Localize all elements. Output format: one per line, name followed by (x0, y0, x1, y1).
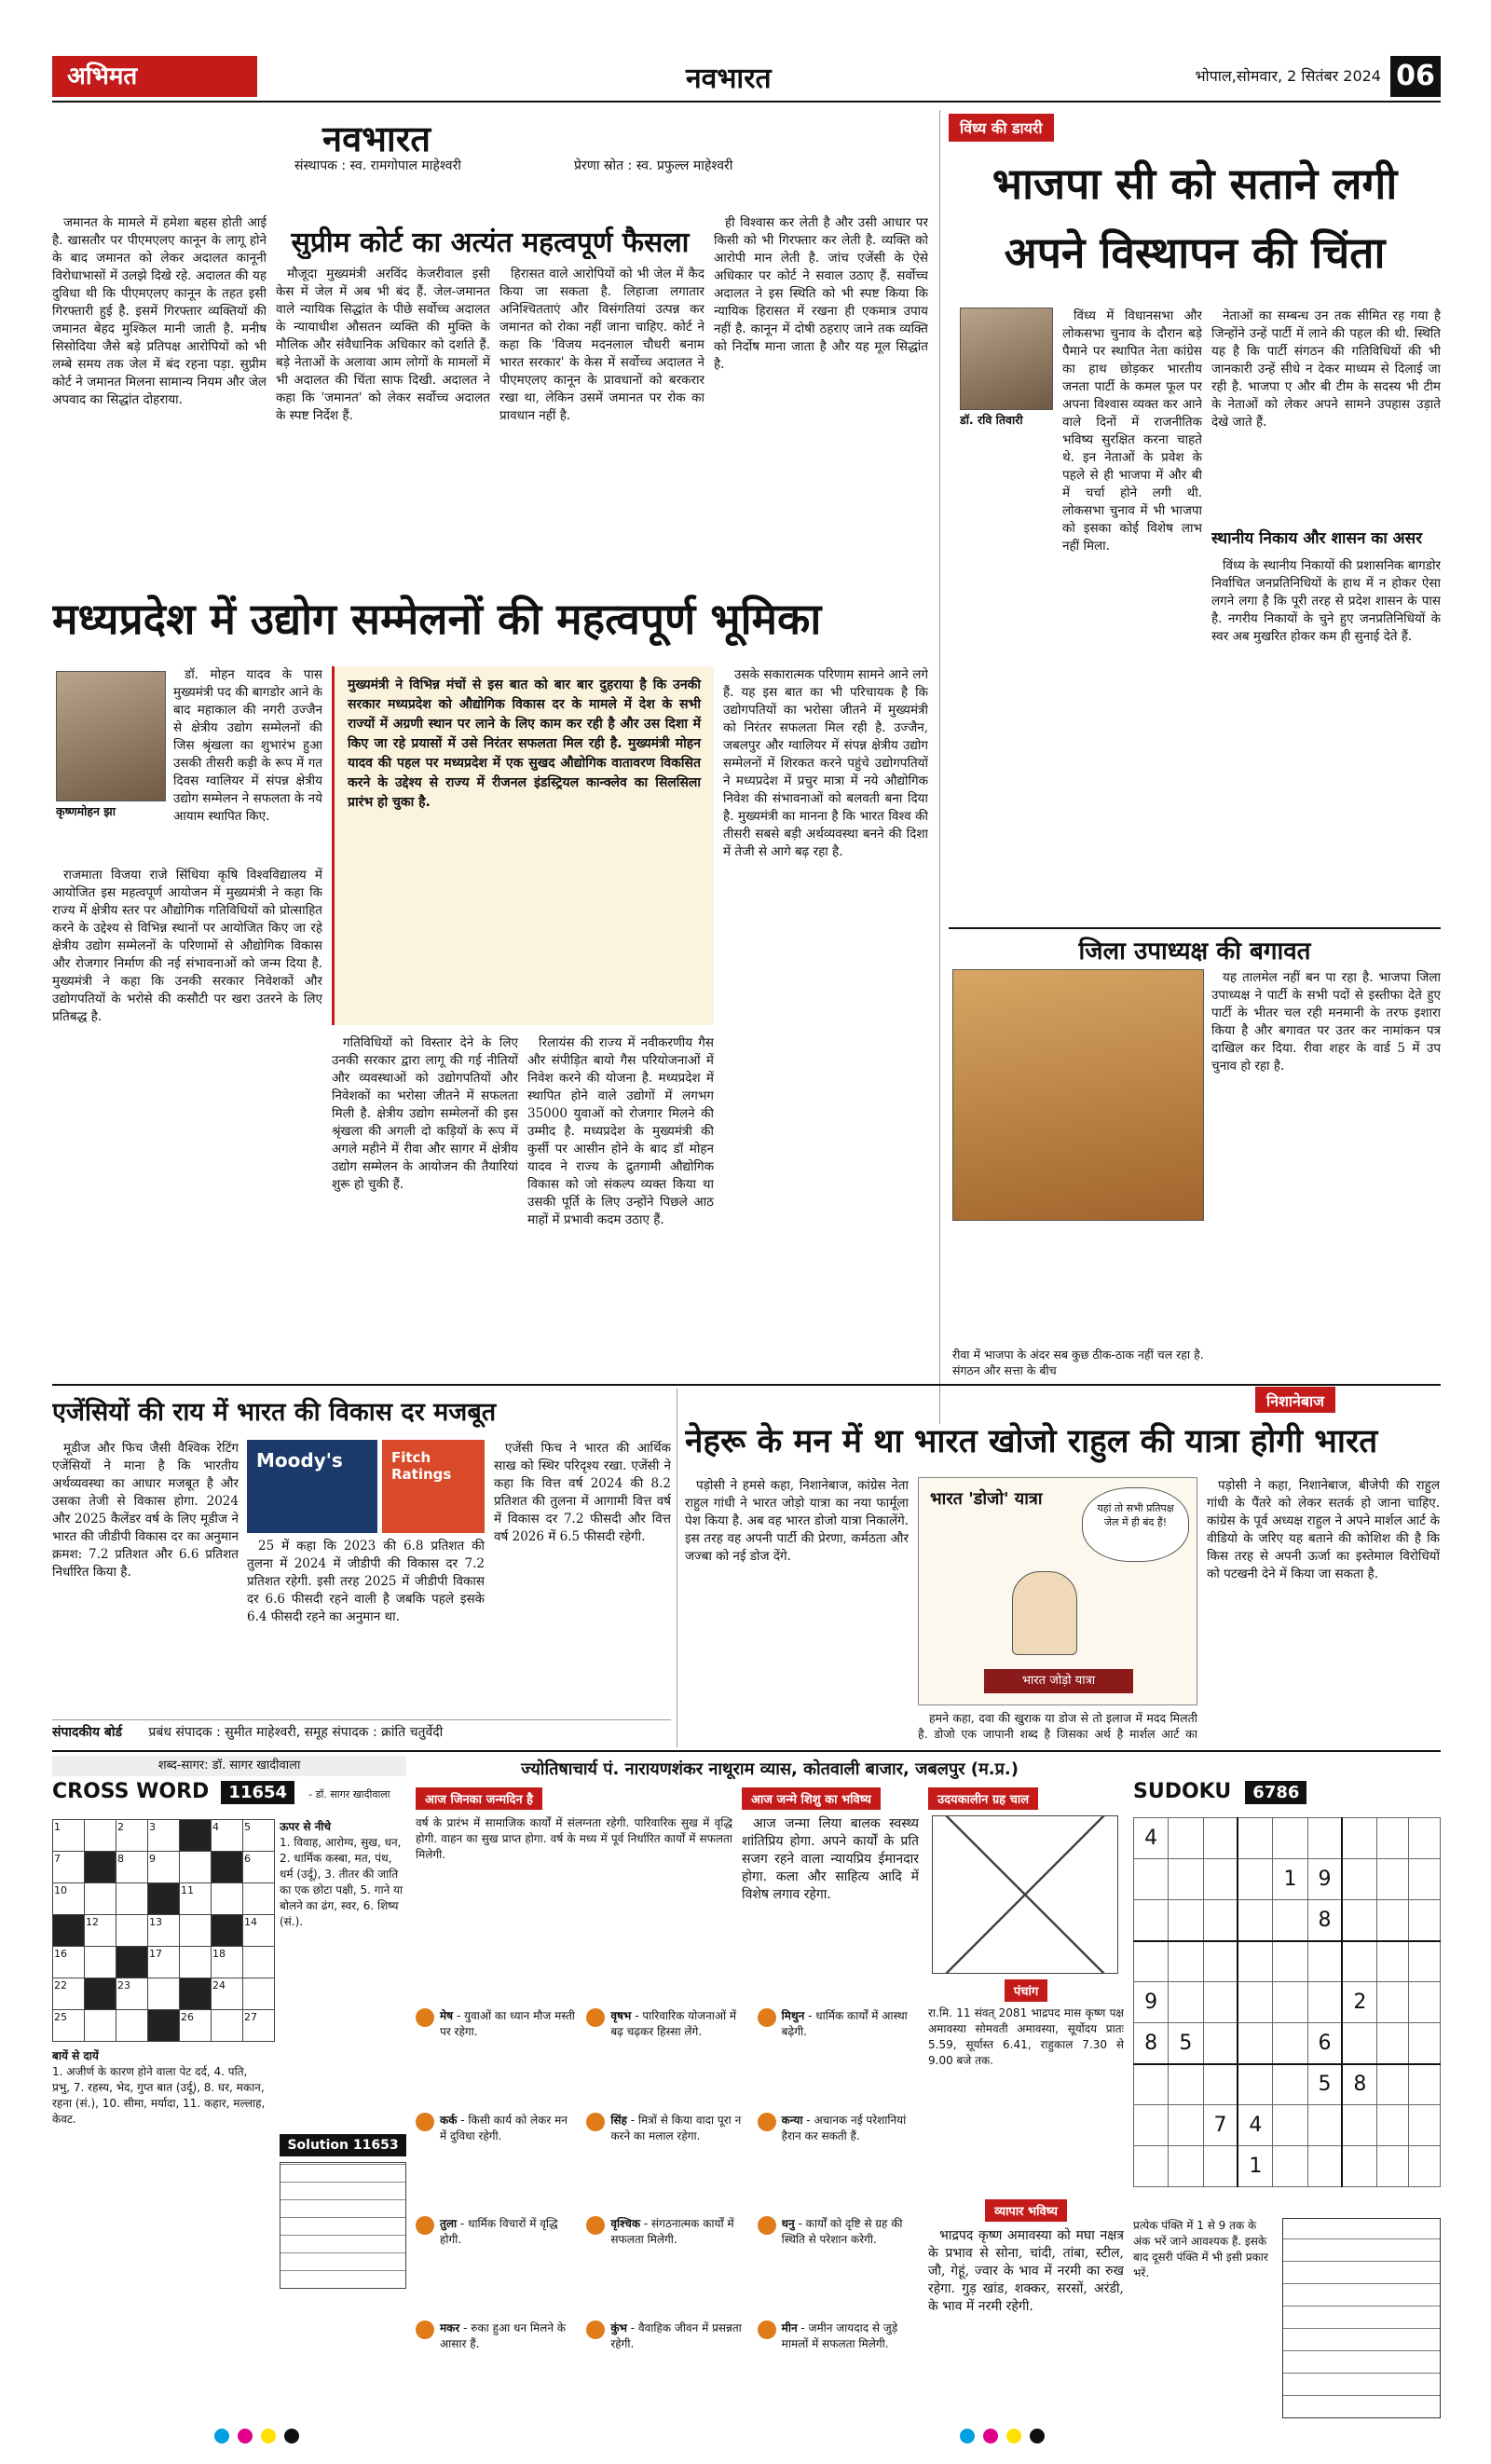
puzzle-rule (52, 1750, 1441, 1752)
sudoku-solution-grid (1282, 2218, 1441, 2418)
sudoku-title: SUDOKU (1133, 1780, 1232, 1803)
zodiac-text: मेष - युवाओं का ध्यान मौज मस्ती पर रहेगा. (440, 2009, 575, 2038)
cartoon (918, 1477, 1197, 1705)
cartoon-title: भारत 'डोजो' यात्रा (930, 1489, 1043, 1509)
section-tab: अभिमत (52, 56, 257, 97)
zodiac-icon (586, 2113, 605, 2131)
birthday-tag-wrap (416, 1787, 732, 1810)
sudoku-cell[interactable]: 8 (1307, 1900, 1342, 1941)
yellow-mark-2 (1006, 2429, 1021, 2443)
black-mark-2 (1030, 2429, 1045, 2443)
sudoku-cell[interactable] (1169, 1900, 1203, 1941)
sudoku-cell[interactable] (1342, 2105, 1376, 2146)
zodiac-name: मकर (440, 2320, 460, 2334)
zodiac-prediction: किसी कार्य को लेकर मन में दुविधा रहेगी. (440, 2113, 568, 2142)
sudoku-cell[interactable] (1377, 1900, 1409, 1941)
planet-tag-wrap (928, 1787, 1124, 1810)
cyan-mark (214, 2429, 229, 2443)
sudoku-cell[interactable] (1409, 2023, 1441, 2064)
sudoku-cell[interactable] (1307, 2146, 1342, 2187)
sudoku-cell[interactable] (1134, 1900, 1169, 1941)
zodiac-sign (586, 2008, 747, 2101)
zodiac-prediction: मित्रों से किया वादा पूरा न करने का मलाल रहेगा. (610, 2113, 742, 2142)
lead-headline: मध्यप्रदेश में उद्योग सम्मेलनों की महत्वपूर्ण भूमिका (52, 594, 822, 644)
sudoku-cell[interactable] (1273, 2146, 1307, 2187)
sudoku-cell[interactable]: 9 (1307, 1859, 1342, 1900)
column-divider (939, 110, 940, 1424)
sudoku-cell[interactable] (1273, 1982, 1307, 2023)
zodiac-name: मिथुन (781, 2009, 805, 2022)
lead-col-2-text: गतिविधियों को विस्तार देने के लिए उनकी सरकार द्वारा लागू की गई नीतियों और व्यवस्थाओं को उद्योगपतियों और निवेशकों का भरोसा जीतने में सफलता मिली है. क्षेत्रीय उद्योग सम्मेलनों की इस श्रृंखला की अगली दो कड़ियों के रूप में अगले महीने में रीवा और सागर में क्षेत्रीय उद्योग सम्मेलन के आयोजन की तैयारियां शुरू हो चुकी हैं. (332, 1035, 518, 1192)
issue-date: भोपाल,सोमवार, 2 सितंबर 2024 (1195, 67, 1381, 85)
sudoku-cell[interactable] (1409, 2105, 1441, 2146)
founder-line: संस्थापक : स्व. रामगोपाल माहेश्वरी (294, 158, 461, 173)
zodiac-name: मेष (440, 2009, 454, 2022)
sudoku-cell[interactable] (1169, 2105, 1203, 2146)
sudoku-cell[interactable] (1273, 2064, 1307, 2105)
zodiac-icon (416, 2008, 434, 2027)
editorial-col-1 (52, 214, 267, 568)
sudoku-cell[interactable] (1134, 2064, 1169, 2105)
child-text (742, 1815, 919, 2002)
solution-grid (280, 2162, 406, 2289)
sudoku-cell[interactable] (1169, 1941, 1203, 1982)
sudoku-cell[interactable] (1342, 2023, 1376, 2064)
sudoku-cell[interactable]: 4 (1134, 1818, 1169, 1859)
sudoku-cell[interactable]: 8 (1342, 2064, 1376, 2105)
lead-col-4-text: उसके सकारात्मक परिणाम सामने आने लगे हैं. यह इस बात का भी परिचायक है कि उद्योगपतियों का भरोसा जीतने में मुख्यमंत्री को निरंतर सफलता मिल रही है. उज्जैन, जबलपुर और ग्वालियर में संपन्न क्षेत्रीय उद्योग सम्मेलनों में शिरकत करने पहुंचे उद्योगपतियों ने मध्यप्रदेश में प्रचुर मात्रा में नये औद्योगिक निवेश की संभावनाओं को बलवती बना दिया है. मुख्यमंत्री का मानना है कि भारत विश्व की तीसरी सबसे बड़ी अर्थव्यवस्था बनने की दिशा में तेजी से आगे बढ़ रहा है. (723, 667, 928, 859)
zodiac-name: मीन (781, 2320, 798, 2334)
child-title: आज जन्मे शिशु का भविष्य (742, 1787, 881, 1810)
sudoku-cell[interactable] (1203, 2023, 1238, 2064)
across-text: 1. अजीर्ण के कारण होने वाला पेट दर्द, 4. पति, प्रभु, 7. रहस्य, भेद, गुप्त बात (उर्दू), 8. घर, मकान, रहना (सं.), 10. सीमा, मर्यादा, 11. कहार, मल्लाह, केवट. (52, 2065, 266, 2126)
birthday-title: आज जिनका जन्मदिन है (416, 1787, 542, 1810)
author-name: कृष्णमोहन झा (56, 804, 116, 818)
yellow-mark (261, 2429, 276, 2443)
newspaper-logo: नवभारत (322, 118, 431, 159)
growth-text-1 (52, 1440, 239, 1715)
planet-chart (932, 1815, 1118, 1974)
sudoku-cell[interactable] (1307, 2105, 1342, 2146)
right-text-2-para: नेताओं का सम्बन्ध उन तक सीमित रह गया है जिन्होंने उन्हें पार्टी में लाने की पहल की थी. स्थिति यह है कि पार्टी संगठन की गतिविधियों की भी जानकारी उन्हें सीधे न देकर माध्यम से दिलाई जा रही है. भाजपा ए और बी टीम के सदस्य भी टीम के नेताओं को लेकर अपने सामने उपहास उड़ाते देखे जाते हैं. (1211, 308, 1441, 430)
sudoku-grid[interactable] (1133, 1817, 1441, 2209)
zodiac-icon (758, 2320, 776, 2339)
author-photo (56, 671, 166, 801)
zodiac-text: वृश्चिक - संगठनात्मक कार्यों में सफलता मिलेगी. (610, 2217, 734, 2246)
right-subhead-2: जिला उपाध्यक्ष की बगावत (949, 927, 1441, 965)
zodiac-text: कन्या - अचानक नई परेशानियां हैरान कर सकती हैं. (781, 2113, 907, 2142)
sudoku-cell[interactable]: 2 (1342, 1982, 1376, 2023)
sudoku-cell[interactable] (1238, 1859, 1272, 1900)
nishanebaz-text-1-para: पड़ोसी ने हमसे कहा, निशानेबाज, कांग्रेस नेता राहुल गांधी ने भारत जोड़ो यात्रा का नया फार्मूला पेश किया है. अब वह भारत डोजो यात्रा निकालेंगे. इस तरह वह अपनी पार्टी की प्रेरणा, कर्मठता और जज्बा को नई डोज देंगे. (685, 1478, 909, 1564)
zodiac-text: कुंभ - वैवाहिक जीवन में प्रसन्नता रहेगी. (610, 2320, 742, 2350)
zodiac-prediction: संगठनात्मक कार्यों में सफलता मिलेगी. (610, 2217, 734, 2246)
sudoku-cell[interactable]: 6 (1307, 2023, 1342, 2064)
zodiac-text: तुला - धार्मिक विचारों में वृद्धि होगी. (440, 2217, 558, 2246)
zodiac-sign (416, 2008, 577, 2101)
sudoku-cell[interactable] (1238, 1900, 1272, 1941)
sudoku-cell[interactable] (1169, 2146, 1203, 2187)
brand-name: नवभारत (686, 62, 772, 95)
inspiration-line: प्रेरणा स्रोत : स्व. प्रफुल्ल माहेश्वरी (574, 158, 733, 173)
zodiac-icon (586, 2008, 605, 2027)
sudoku-cell[interactable] (1409, 1900, 1441, 1941)
zodiac-sign (758, 2320, 919, 2414)
sudoku-cell[interactable] (1377, 1859, 1409, 1900)
cartoon-figure (1012, 1571, 1077, 1655)
columnist-name: डॉ. रवि तिवारी (960, 413, 1023, 427)
zodiac-text: मिथुन - धार्मिक कार्यों में आस्था बढ़ेगी. (781, 2009, 908, 2038)
zodiac-prediction: वैवाहिक जीवन में प्रसन्नता रहेगी. (610, 2320, 742, 2350)
sudoku-cell[interactable] (1342, 1818, 1376, 1859)
solution-label: Solution 11653 (280, 2134, 406, 2156)
trade-text-para: भाद्रपद कृष्ण अमावस्या को मघा नक्षत्र के प्रभाव से सोना, चांदी, तांबा, स्टील, जौ, गेहूं, ज्वार के भाव में नरमी का रुख रहेगा. गुड़ खांड, शक्कर, सरसों, अरंडी, के भाव में नरमी रहेगी. (928, 2228, 1124, 2314)
zodiac-prediction: अचानक नई परेशानियां हैरान कर सकती हैं. (781, 2113, 907, 2142)
growth-text-2-para: 25 में कहा कि 2023 की 6.8 प्रतिशत की तुलना में 2024 में जीडीपी की विकास दर 7.2 प्रतिशत रहेगी. इसी तरह 2025 में जीडीपी विकास दर 6.6 फीसदी रहने वाली है जबकि पहले इसके 6.4 फीसदी रहने का अनुमान था. (247, 1539, 485, 1624)
lead-col-4 (723, 666, 928, 1375)
sudoku-cell[interactable] (1238, 2023, 1272, 2064)
sudoku-cell[interactable] (1238, 1818, 1272, 1859)
sudoku-cell[interactable] (1203, 2064, 1238, 2105)
panchang-text: रा.मि. 11 संवत् 2081 भाद्रपद मास कृष्ण पक्ष अमावस्या सोमवती अमावस्या, सूर्योदय प्रातः 5.59, सूर्यास्त 6.41, राहुकाल 7.30 से 9.00 बजे तक. (928, 2006, 1124, 2067)
lead-col-3 (527, 1034, 714, 1375)
zodiac-name: तुला (440, 2217, 458, 2230)
sudoku-cell[interactable] (1169, 2064, 1203, 2105)
nishanebaz-headline: नेहरू के मन में था भारत खोजो राहुल की यात्रा होगी भारत (685, 1423, 1378, 1460)
down-clues (280, 1819, 406, 2127)
lead-intro (173, 666, 322, 862)
right-headline: भाजपा सी को सताने लगी अपने विस्थापन की चिंता (992, 158, 1398, 278)
sudoku-cell[interactable] (1409, 1818, 1441, 1859)
sudoku-cell[interactable]: 1 (1273, 1859, 1307, 1900)
zodiac-sign (586, 2320, 747, 2414)
astro-banner: ज्योतिषाचार्य पं. नारायणशंकर नाथूराम व्यास, कोतवाली बाजार, जबलपुर (म.प्र.) (521, 1759, 1019, 1779)
leader-caption: रीवा में भाजपा के अंदर सब कुछ ठीक-ठाक नहीं चल रहा है. संगठन और सत्ता के बीच (952, 1348, 1204, 1377)
zodiac-prediction: कार्यों को दृष्टि से ग्रह की स्थिति से परेशान करेगी. (781, 2217, 903, 2246)
crossword-number: 11654 (221, 1781, 294, 1804)
sudoku-cell[interactable]: 5 (1169, 2023, 1203, 2064)
sudoku-cell[interactable]: 1 (1238, 2146, 1272, 2187)
zodiac-icon (416, 2113, 434, 2131)
zodiac-icon (758, 2113, 776, 2131)
zodiac-prediction: जमीन जायदाद से जुड़े मामलों में सफलता मिलेगी. (781, 2320, 898, 2350)
magenta-mark-2 (983, 2429, 998, 2443)
sudoku-cell[interactable]: 8 (1134, 2023, 1169, 2064)
right-text-4 (1211, 969, 1441, 1379)
sudoku-cell[interactable] (1409, 2064, 1441, 2105)
sudoku-cell[interactable] (1203, 1818, 1238, 1859)
sudoku-cell[interactable] (1238, 1982, 1272, 2023)
columnist-photo (960, 308, 1053, 410)
zodiac-text: मकर - रुका हुआ धन मिलने के आसार हैं. (440, 2320, 567, 2350)
sudoku-header (1133, 1780, 1441, 1814)
sudoku-cell[interactable]: 5 (1307, 2064, 1342, 2105)
zodiac-sign (416, 2113, 577, 2206)
sudoku-cell[interactable] (1377, 2105, 1409, 2146)
editorial-col-2 (276, 266, 490, 568)
sudoku-cell[interactable] (1409, 1982, 1441, 2023)
editorial-col-3 (499, 266, 704, 568)
nishanebaz-text-3-para: पड़ोसी ने कहा, निशानेबाज, बीजेपी की राहुल गांधी के पैंतरे को लेकर सतर्क हो जाना चाहिए. कांग्रेस के पूर्व अध्यक्ष राहुल ने अपने मार्शल आर्ट के वीडियो के जरिए यह बताने की कोशिश की है कि किस तरह से अपनी ऊर्जा का इस्तेमाल विरोधियों को पटखनी देने में किया जा सकता है. (1207, 1478, 1440, 1581)
sudoku-number: 6786 (1245, 1781, 1306, 1804)
zodiac-name: कर्क (440, 2113, 458, 2127)
sudoku-cell[interactable] (1238, 2064, 1272, 2105)
sudoku-cell[interactable] (1273, 1900, 1307, 1941)
zodiac-icon (758, 2216, 776, 2235)
fitch-logo (382, 1440, 485, 1533)
across-clues (52, 2048, 267, 2421)
planet-title: उदयकालीन ग्रह चाल (928, 1787, 1038, 1810)
right-text-1-para: विंध्य में विधानसभा और लोकसभा चुनाव के दौरान बड़े पैमाने पर स्थापित नेता कांग्रेस का हाथ छोड़कर भारतीय जनता पार्टी के कमल फूल पर अपना विश्वास व्यक्त कर आने वाले दिनों में राजनीतिक भविष्य सुरक्षित करना चाहते थे. इन नेताओं के प्रवेश के पहले से ही भाजपा में और बी में चर्चा होने लगी थी. लोकसभा चुनाव में भी भाजपा को इसका कोई विशेष लाभ नहीं मिला. (1062, 308, 1202, 554)
sudoku-cell[interactable] (1377, 2023, 1409, 2064)
zodiac-prediction: धार्मिक कार्यों में आस्था बढ़ेगी. (781, 2009, 908, 2038)
nishanebaz-tag: निशानेबाज (1255, 1387, 1335, 1413)
sudoku-cell[interactable] (1342, 2146, 1376, 2187)
sudoku-cell[interactable] (1273, 1941, 1307, 1982)
moodys-logo (247, 1440, 377, 1533)
sudoku-cell[interactable] (1409, 1859, 1441, 1900)
sudoku-cell[interactable] (1134, 2146, 1169, 2187)
fitch-logo-text: Fitch Ratings (391, 1449, 452, 1483)
sudoku-cell[interactable] (1169, 1859, 1203, 1900)
zodiac-icon (586, 2320, 605, 2339)
across-title: बायें से दायें (52, 2049, 99, 2062)
zodiac-prediction: युवाओं का ध्यान मौज मस्ती पर रहेगा. (440, 2009, 575, 2038)
growth-text-3 (494, 1440, 671, 1715)
lead-col-1 (52, 867, 322, 1375)
sudoku-cell[interactable] (1409, 1941, 1441, 1982)
right-subhead: स्थानीय निकाय और शासन का असर (1211, 529, 1423, 548)
sudoku-cell[interactable] (1377, 1818, 1409, 1859)
child-tag-wrap (742, 1787, 919, 1810)
crossword-header (52, 1780, 406, 1817)
sudoku-cell[interactable] (1273, 2105, 1307, 2146)
zodiac-text: धनु - कार्यों को दृष्टि से ग्रह की स्थिति से परेशान करेगी. (781, 2217, 903, 2246)
nishanebaz-tag-wrap (1156, 1387, 1435, 1413)
lead-pull-quote: मुख्यमंत्री ने विभिन्न मंचों से इस बात को बार बार दुहराया है कि उनकी सरकार मध्यप्रदेश को औद्योगिक विकास दर के मामले में देश के सभी राज्यों में अग्रणी स्थान पर लाने के लिए काम कर रही है और उस दिशा में किए जा रहे प्रयासों में उसे निरंतर सफलता मिल रही है. मुख्यमंत्री मोहन यादव की पहल पर मध्यप्रदेश में एक सुखद औद्योगिक वातावरण विकसित करने के उद्देश्य से राज्य में रीजनल इंडस्ट्रियल कान्क्लेव का सिलसिला प्रारंभ हो चुका है. (332, 666, 714, 1025)
zodiac-sign (416, 2216, 577, 2309)
moodys-logo-text: Moody's (256, 1449, 343, 1472)
crossword-table[interactable]: 1 2 3 4 5 7 8 9 6 10 11 12 13 14 16 17 18 22 23 24 25 26 27 (52, 1819, 275, 2042)
zodiac-icon (416, 2216, 434, 2235)
lead-col-1-text: राजमाता विजया राजे सिंधिया कृषि विश्वविद्यालय में आयोजित इस महत्वपूर्ण आयोजन में मुख्यमंत्री ने कहा कि राज्य में क्षेत्रीय स्तर पर औद्योगिक गतिविधियों को प्रोत्साहित करने के उद्देश्य से विभिन्न स्थानों पर आयोजित किए जा रहे क्षेत्रीय उद्योग सम्मेलनों के परिणामों से औद्योगिक विकास और रोजगार निर्माण की नई संभावनाओं को जन्म दिया है. मुख्यमंत्री ने कहा कि उनकी सरकार निवेशकों और उद्योगपतियों के भरोसे की कसौटी पर खरा उतरने के लिए प्रतिबद्ध है. (52, 868, 322, 1024)
down-title: ऊपर से नीचे (280, 1820, 331, 1833)
leader-photo (952, 969, 1204, 1221)
sudoku-cell[interactable]: 7 (1203, 2105, 1238, 2146)
page-number: 06 (1390, 56, 1441, 97)
zodiac-sign (586, 2113, 747, 2206)
trade-tag-wrap (928, 2199, 1124, 2222)
zodiac-text: कर्क - किसी कार्य को लेकर मन में दुविधा रहेगी. (440, 2113, 568, 2142)
nishanebaz-text-2 (918, 1710, 1197, 1743)
zodiac-icon (586, 2216, 605, 2235)
sudoku-cell[interactable] (1307, 1982, 1342, 2023)
cartoon-bubble: यहां तो सभी प्रतिपक्ष जेल में ही बंद हैं! (1082, 1487, 1189, 1562)
sudoku-cell[interactable]: 9 (1134, 1982, 1169, 2023)
zodiac-sign (758, 2008, 919, 2101)
zodiac-name: कन्या (781, 2113, 803, 2127)
zodiac-sign (586, 2216, 747, 2309)
sudoku-cell[interactable] (1307, 1941, 1342, 1982)
nishanebaz-text-1 (685, 1477, 909, 1738)
sudoku-cell[interactable] (1203, 2146, 1238, 2187)
right-text-2 (1211, 308, 1441, 522)
right-text-3 (1211, 557, 1441, 921)
zodiac-icon (758, 2008, 776, 2027)
magenta-mark (238, 2429, 253, 2443)
masthead-rule (52, 101, 1441, 103)
lead-intro-text: डॉ. मोहन यादव के पास मुख्यमंत्री पद की बागडोर आने के बाद महाकाल की नगरी उज्जैन से क्षेत्रीय उद्योग सम्मेलनों की जिस श्रृंखला का शुभारंभ हुआ उसकी तीसरी कड़ी के रूप में गत दिवस ग्वालियर में संपन्न क्षेत्रीय उद्योग सम्मेलन ने सफलता के नये आयाम स्थापित किए. (173, 667, 322, 824)
black-mark (284, 2429, 299, 2443)
crossword-banner: शब्द-सागर: डॉ. सागर खादीवाला (52, 1756, 406, 1776)
zodiac-sign (758, 2113, 919, 2206)
zodiac-signs (416, 2008, 919, 2418)
zodiac-sign (416, 2320, 577, 2414)
sudoku-cell[interactable] (1377, 2146, 1409, 2187)
sudoku-cell[interactable] (1203, 1941, 1238, 1982)
credits-line (52, 1719, 671, 1742)
growth-text-1-para: मूडीज और फिच जैसी वैश्विक रेटिंग एजेंसियों ने माना है कि भारतीय अर्थव्यवस्था का आधार मजबूत है और उसका तेजी से विकास होगा. 2024 और 2025 कैलेंडर वर्ष के लिए मूडीज ने भारत की जीडीपी विकास दर का अनुमान क्रमश: 7.2 प्रतिशत और 6.6 प्रतिशत निर्धारित किया है. (52, 1441, 239, 1580)
sudoku-cell[interactable] (1203, 1982, 1238, 2023)
column-tag: विंध्य की डायरी (949, 114, 1054, 142)
birthday-text: वर्ष के प्रारंभ में सामाजिक कार्यों में संलग्नता रहेगी. पारिवारिक सुख में वृद्धि होगी. वाहन का सुख प्राप्त होगा. वर्ष के मध्य में पूर्व निर्धारित कार्यों में सफलता मिलेगी. (416, 1816, 732, 1861)
crossword-title: CROSS WORD (52, 1780, 210, 1803)
sudoku-cell[interactable] (1409, 2146, 1441, 2187)
lead-col-3-text: रिलायंस की राज्य में नवीकरणीय गैस और संपीड़ित बायो गैस परियोजनाओं में निवेश करने की योजना है. मध्यप्रदेश में स्थापित होने वाले उद्योगों में लगभग 35000 युवाओं को रोजगार मिलने की उम्मीद है. मध्यप्रदेश के मुख्यमंत्री की कुर्सी पर आसीन होने के बाद डॉ मोहन यादव ने राज्य के द्रुतगामी औद्योगिक विकास को जो संकल्प व्यक्त किया था उसकी पूर्ति के लिए उन्होंने पिछले आठ माहों में प्रभावी कदम उठाए हैं. (527, 1035, 714, 1227)
sudoku-cell[interactable] (1169, 1818, 1203, 1859)
sudoku-cell[interactable] (1134, 1941, 1169, 1982)
lead-col-2 (332, 1034, 518, 1375)
sudoku-cell[interactable] (1307, 1818, 1342, 1859)
zodiac-prediction: पारिवारिक योजनाओं में बढ़ चढ़कर हिस्सा लेंगे. (610, 2009, 737, 2038)
sudoku-cell[interactable] (1203, 1900, 1238, 1941)
print-registration-marks (0, 2423, 1491, 2451)
zodiac-name: सिंह (610, 2113, 627, 2127)
right-text-4-para: यह तालमेल नहीं बन पा रहा है. भाजपा जिला उपाध्यक्ष ने पार्टी के सभी पदों से इस्तीफा देते हुए पार्टी के भीतर चल रही मनमानी के तरफ इशारा किया है और बगावत पर उतर कर नामांकन पत्र दाखिल कर दिया. रीवा शहर के वार्ड 5 में उप चुनाव हो रहा है. (1211, 970, 1441, 1074)
panchang-title: पंचांग (1005, 1979, 1047, 2002)
sudoku-cell[interactable] (1342, 1900, 1376, 1941)
credits-names: प्रबंध संपादक : सुमीत माहेश्वरी, समूह संपादक : क्रांति चतुर्वेदी (148, 1725, 444, 1740)
editorial-col-2-text: मौजूदा मुख्यमंत्री अरविंद केजरीवाल इसी केस में जेल में अब भी बंद हैं. जेल-जमानत वाले न्यायिक सिद्धांत के पीछे सर्वोच्च अदालत के न्यायाधीश औसतन व्यक्ति की मुक्ति के मौलिक और संवैधानिक अधिकार को दर्शाते हैं. बड़े नेताओं के अलावा आम लोगों के मामलों में भी अदालत की चिंता साफ दिखी. अदालत ने कहा कि 'जमानत' को लेकर सर्वोच्च अदालत के स्पष्ट निर्देश हैं. (276, 267, 490, 423)
editorial-headline: सुप्रीम कोर्ट का अत्यंत महत्वपूर्ण फैसला (291, 226, 690, 259)
zodiac-prediction: रुका हुआ धन मिलने के आसार हैं. (440, 2320, 567, 2350)
sudoku-cell[interactable] (1134, 1859, 1169, 1900)
sudoku-cell[interactable] (1377, 1982, 1409, 2023)
masthead (52, 56, 1441, 99)
sudoku-cell[interactable]: 4 (1238, 2105, 1272, 2146)
sudoku-table[interactable] (1133, 1817, 1441, 2187)
down-text: 1. विवाह, आरोग्य, सुख, धन, 2. धार्मिक कस्बा, मत, पंथ, धर्म (उर्दू), 3. तीतर की जाति का एक छोटा पक्षी, 5. गाने या बोलने का ढंग, स्वर, 6. शिष्य (सं.). (280, 1836, 404, 1928)
sudoku-cell[interactable] (1377, 2064, 1409, 2105)
zodiac-name: धनु (781, 2217, 795, 2230)
cyan-mark-2 (960, 2429, 975, 2443)
nishanebaz-text-3 (1207, 1477, 1440, 1743)
zodiac-prediction: धार्मिक विचारों में वृद्धि होगी. (440, 2217, 558, 2246)
trade-text (928, 2227, 1124, 2418)
fold-rule (52, 1384, 1441, 1386)
child-text-para: आज जन्मा लिया बालक स्वस्थ्य शांतिप्रिय होगा. अपने कार्यों के प्रति सजग रहने वाला न्यायप्रिय ईमानदार होगा. कला और साहित्य आदि में विशेष लगाव रहेगा. (742, 1816, 919, 1902)
right-text-1 (1062, 308, 1202, 923)
zodiac-text: सिंह - मित्रों से किया वादा पूरा न करने का मलाल रहेगा. (610, 2113, 742, 2142)
zodiac-icon (416, 2320, 434, 2339)
nishanebaz-text-2-para: हमने कहा, दवा की खुराक या डोज से तो इलाज में मदद मिलती है. डोजो एक जापानी शब्द है जिसका अर्थ है मार्शल आर्ट का (918, 1711, 1197, 1741)
sudoku-cell[interactable] (1377, 1941, 1409, 1982)
sudoku-cell[interactable] (1342, 1941, 1376, 1982)
zodiac-name: वृषभ (610, 2009, 632, 2022)
sudoku-cell[interactable] (1134, 2105, 1169, 2146)
editorial-col-1-text: जमानत के मामले में हमेशा बहस होती आई है. खासतौर पर पीएमएलए कानून के लागू होने के बाद जमानत को लेकर अदालत कानूनी विरोधाभासों में उलझे दिखे रहे. अदालत की यह दुविधा थी कि पीएमएलए कानून के तहत इसी गिरफ्तारी हुई है. इसमें गिरफ्तार व्यक्तियों की जमानत बेहद मुश्किल मानी जाती है. मनीष सिसोदिया जैसे बड़े प्रतिपक्ष आरोपियों को भी लम्बे समय तक जेल में बंद रहना पड़ा. सुप्रीम कोर्ट ने जमानत मिलना सामान्य नियम और जेल अपवाद का सिद्धांत दोहराया. (52, 215, 267, 407)
zodiac-name: कुंभ (610, 2320, 627, 2334)
growth-headline: एजेंसियों की राय में भारत की विकास दर मजबूत (52, 1398, 497, 1427)
credits-board: संपादकीय बोर्ड (52, 1725, 122, 1740)
crossword-grid[interactable] (52, 1819, 276, 2043)
zodiac-text: मीन - जमीन जायदाद से जुड़े मामलों में सफलता मिलेगी. (781, 2320, 898, 2350)
trade-title: व्यापार भविष्य (985, 2199, 1067, 2222)
sudoku-cell[interactable] (1169, 1982, 1203, 2023)
right-tag-wrap (949, 114, 1441, 142)
zodiac-name: वृश्चिक (610, 2217, 641, 2230)
sudoku-cell[interactable] (1273, 1818, 1307, 1859)
crossword-author: - डॉ. सागर खादीवाला (308, 1788, 390, 1800)
editorial-header (52, 110, 928, 177)
editorial-col-3-text: हिरासत वाले आरोपियों को भी जेल में कैद किया जा सकता है. लिहाजा लगातार अनिश्चितताएं और विसंगतियां उत्पन्न कर जमानत को रोका नहीं जाना चाहिए. कोर्ट ने कहा कि 'विजय मदनलाल चौधरी बनाम भारत सरकार' के केस में सर्वोच्च अदालत ने पीएमएलए कानून के प्रावधानों को बरकरार रखा था, लेकिन उसमें जमानत पर रोक का प्रावधान नहीं है. (499, 267, 704, 423)
zodiac-text: वृषभ - पारिवारिक योजनाओं में बढ़ चढ़कर हिस्सा लेंगे. (610, 2009, 737, 2038)
sudoku-cell[interactable] (1342, 1859, 1376, 1900)
editorial-col-4 (714, 214, 928, 568)
growth-text-2 (247, 1538, 485, 1715)
sudoku-cell[interactable] (1203, 1859, 1238, 1900)
cartoon-banner: भारत जोड़ो यात्रा (984, 1669, 1133, 1693)
right-text-3-para: विंध्य के स्थानीय निकायों की प्रशासनिक बागडोर निर्वाचित जनप्रतिनिधियों के हाथ में न होकर ऐसा लगने लगा है कि पूरी तरह से प्रदेश शासन के पास है. नगरीय निकायों के चुने हुए जनप्रतिनिधियों के स्वर अब मुखरित होकर कम ही सुनाई देते हैं. (1211, 558, 1441, 644)
sudoku-hint: प्रत्येक पंक्ति में 1 से 9 तक के अंक भरें जाने आवश्यक हैं. इसके बाद दूसरी पंक्ति में भी इसी प्रकार भरें. (1133, 2219, 1268, 2279)
panchang-tag-wrap (928, 1979, 1124, 2002)
growth-text-3-para: एजेंसी फिच ने भारत की आर्थिक साख को स्थिर परिदृश्य रखा. एजेंसी ने कहा कि वित्त वर्ष 2024 की 8.2 प्रतिशत की तुलना में आगामी वित्त वर्ष में विकास दर 7.2 फीसदी और वित्त वर्ष 2026 में 6.5 फीसदी रहेगी. (494, 1441, 671, 1544)
sudoku-cell[interactable] (1238, 1941, 1272, 1982)
editorial-col-4-text: ही विश्वास कर लेती है और उसी आधार पर किसी को भी गिरफ्तार कर लेती है. व्यक्ति को आरोपी मान लेती है. जांच एजेंसी के ऐसे अधिकार पर कोर्ट ने सवाल उठाए हैं. सर्वोच्च अदालत ने इस स्थिति को भी स्पष्ट किया कि न्यायिक हिरासत में रखना ही एकमात्र उपाय नहीं है. कानून में दोषी ठहराए जाने तक व्यक्ति को निर्दोष माना जाता है और यह मूल सिद्धांत है. (714, 215, 928, 372)
zodiac-sign (758, 2216, 919, 2309)
sudoku-cell[interactable] (1273, 2023, 1307, 2064)
